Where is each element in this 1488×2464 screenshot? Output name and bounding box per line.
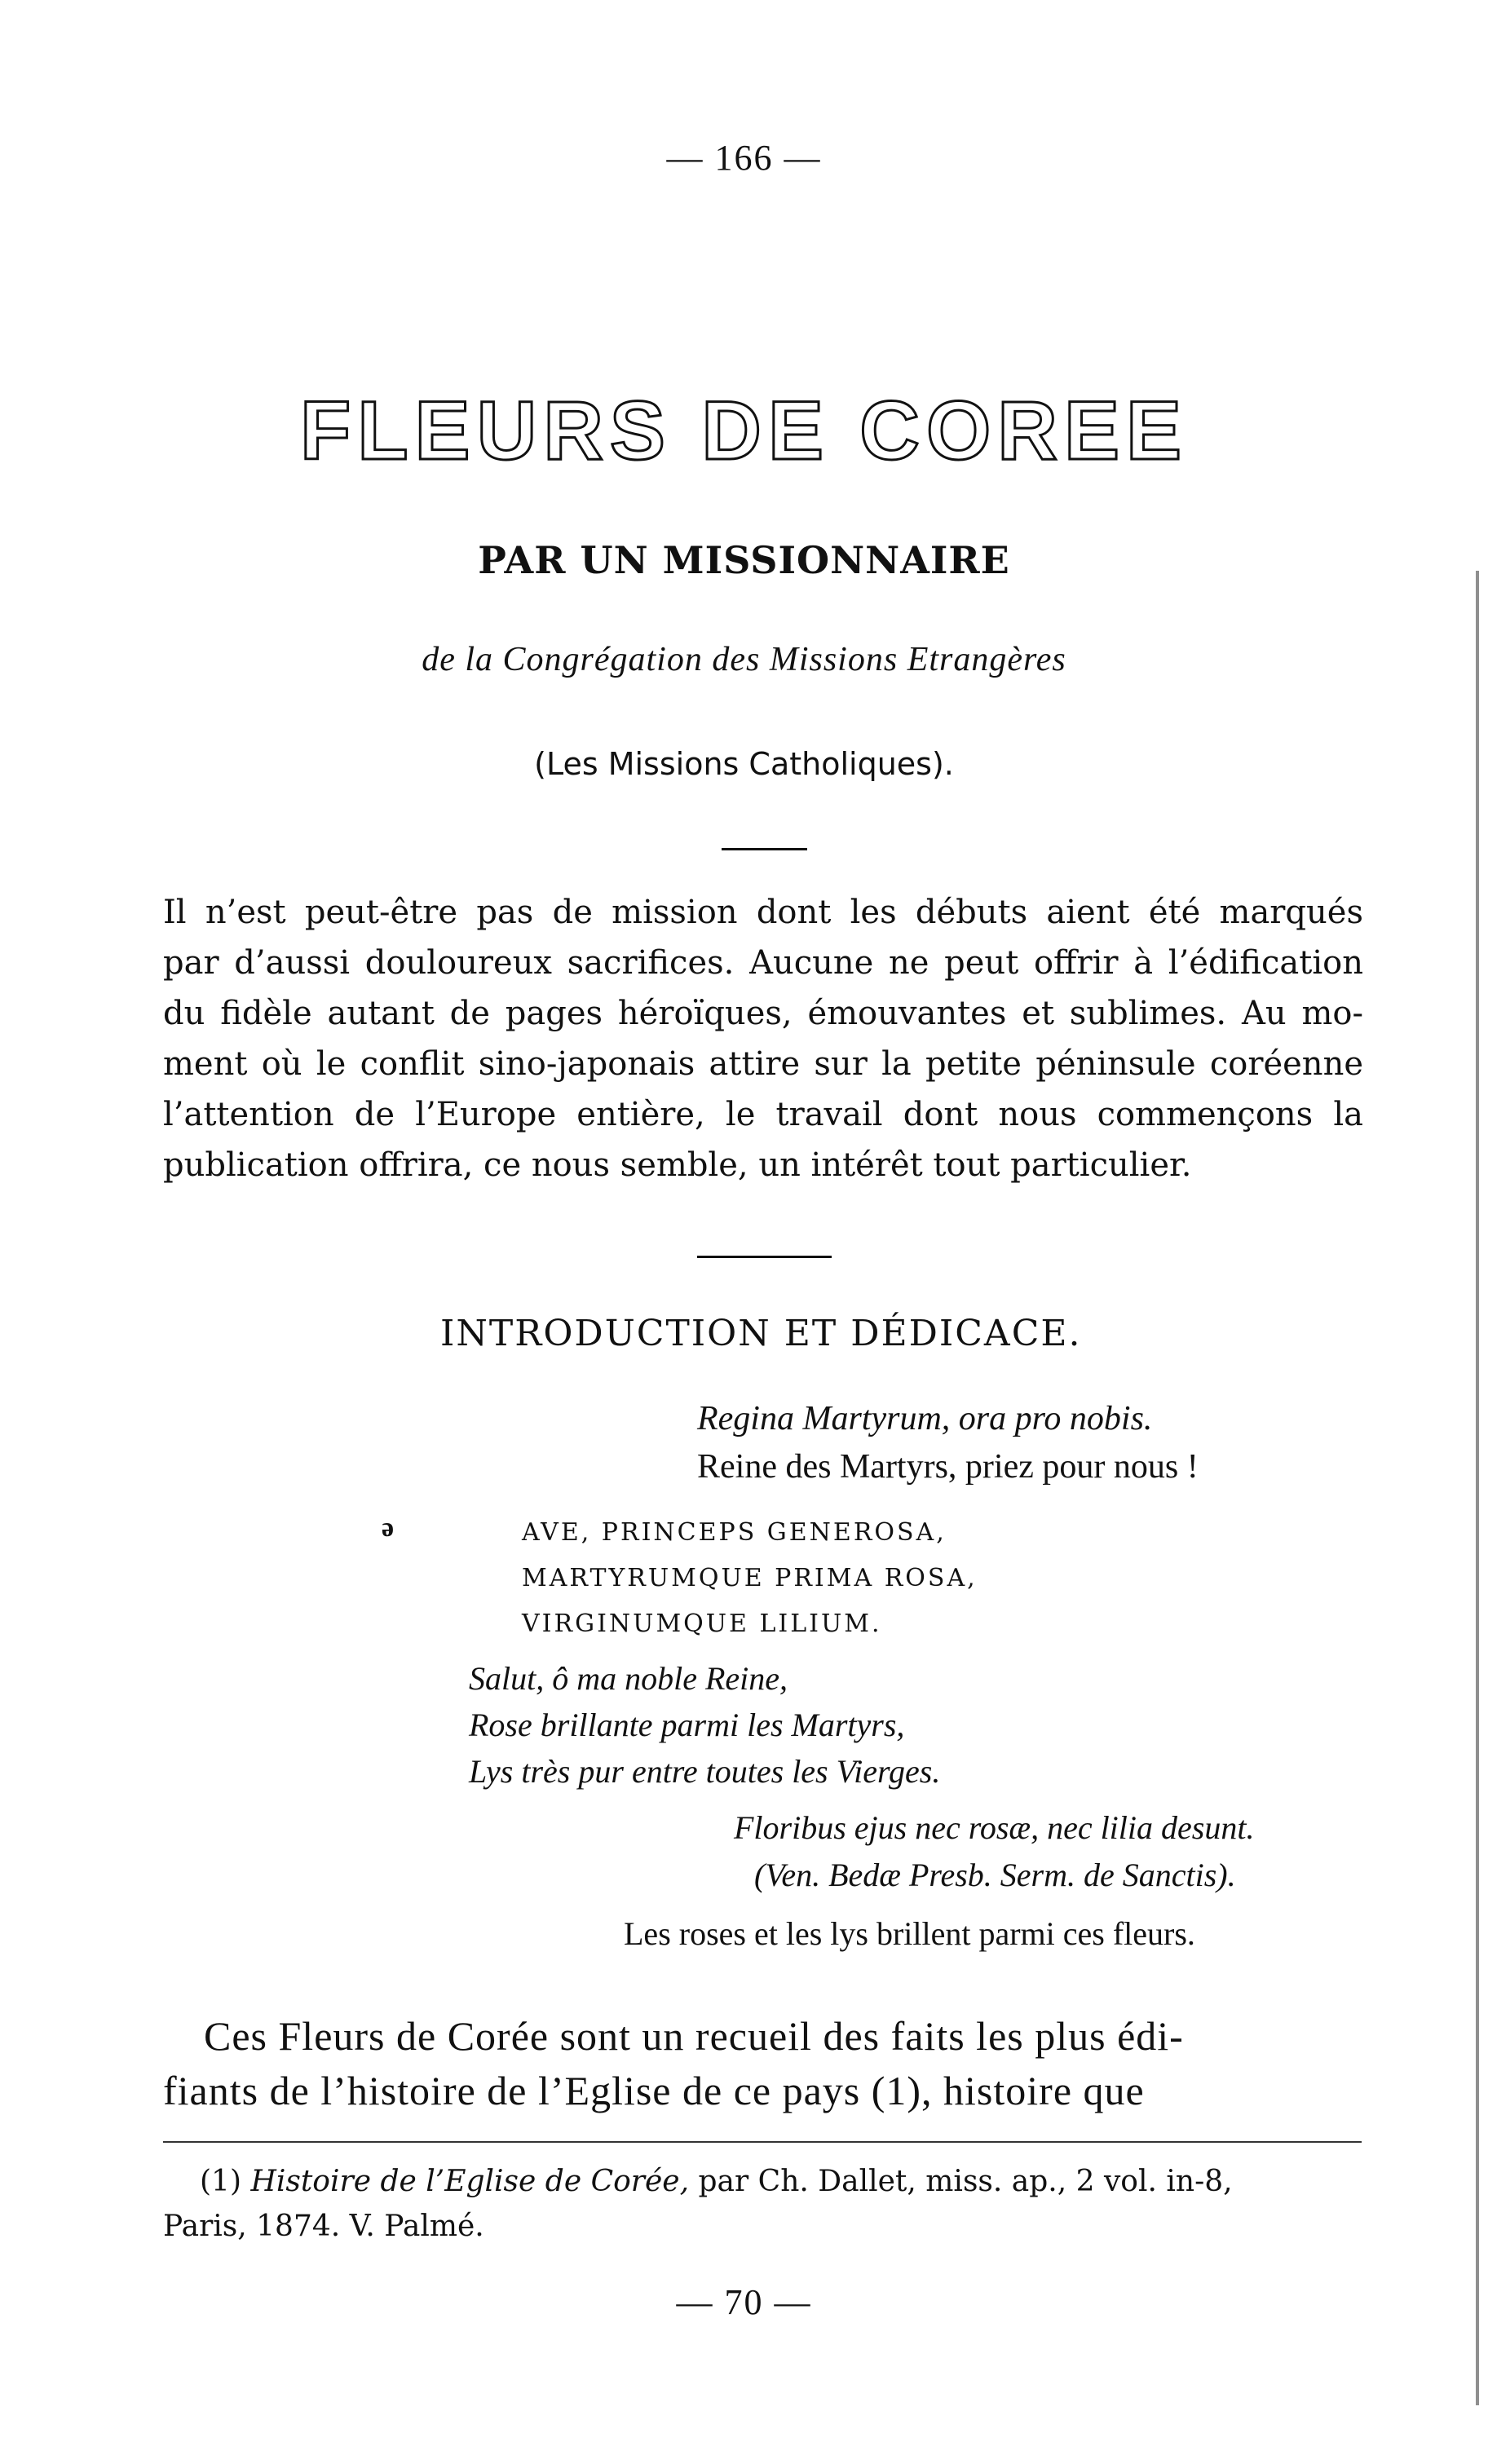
main-title: FLEURS DE COREE xyxy=(299,384,1189,477)
page-edge-shadow xyxy=(1476,571,1479,2405)
page-number-header: — 166 — xyxy=(666,138,822,178)
footnote-details: par Ch. Dallet, miss. ap., 2 vol. in-8, xyxy=(698,2165,1233,2198)
latin-hymn-line: AVE, PRINCEPS GENEROSA, xyxy=(522,1518,947,1547)
byline: PAR UN MISSIONNAIRE xyxy=(478,538,1010,582)
marginal-mark: ə xyxy=(382,1512,395,1543)
footnote-work-title: Histoire de l’Eglise de Corée, xyxy=(250,2165,690,2198)
quote-latin: Floribus ejus nec rosæ, nec lilia desunt. xyxy=(734,1809,1255,1846)
intro-line: Ces Fleurs de Corée sont un recueil des faits les plus édi- xyxy=(204,2013,1184,2059)
page-number-footer: — 70 — xyxy=(676,2282,812,2322)
preface-line: ment où le conflit sino-japonais attire sur la petite péninsule coréenne xyxy=(163,1045,1363,1083)
footnote-rule xyxy=(163,2141,1362,2143)
preface-line: publication offrira, ce nous semble, un intérêt tout particulier. xyxy=(163,1146,1192,1184)
footnote-line xyxy=(200,2165,1233,2198)
french-hymn-line: Salut, ô ma noble Reine, xyxy=(469,1660,788,1697)
latin-hymn-line: MARTYRUMQUE PRIMA ROSA, xyxy=(522,1564,978,1592)
divider-rule xyxy=(697,1256,832,1258)
quote-french: Les roses et les lys brillent parmi ces fleurs. xyxy=(624,1915,1195,1952)
section-title: INTRODUCTION ET DÉDICACE. xyxy=(440,1313,1082,1354)
divider-rule xyxy=(722,848,807,850)
preface-line: du fidèle autant de pages héroïques, émouvantes et sublimes. Au mo- xyxy=(163,995,1363,1032)
intro-line: fiants de l’histoire de l’Eglise de ce pays (1), histoire que xyxy=(163,2068,1145,2113)
french-hymn-line: Rose brillante parmi les Martyrs, xyxy=(469,1707,905,1743)
french-hymn-line: Lys très pur entre toutes les Vierges. xyxy=(469,1753,941,1790)
preface-line: Il n’est peut-être pas de mission dont les débuts aient été marqués xyxy=(163,894,1363,931)
source-note: (Les Missions Catholiques). xyxy=(534,746,954,782)
preface-line: par d’aussi douloureux sacrifices. Aucune ne peut offrir à l’édification xyxy=(163,944,1363,982)
footnote-line-2: Paris, 1874. V. Palmé. xyxy=(163,2210,484,2243)
congregation-subtitle: de la Congrégation des Missions Etrangères xyxy=(422,641,1066,678)
preface-paragraph xyxy=(163,887,1363,1190)
preface-line: l’attention de l’Europe entière, le travail dont nous commençons la xyxy=(163,1096,1363,1133)
invocation-french: Reine des Martyrs, priez pour nous ! xyxy=(697,1448,1199,1486)
quote-attribution: (Ven. Bedæ Presb. Serm. de Sanctis). xyxy=(754,1857,1236,1893)
footnote-marker: (1) xyxy=(200,2165,241,2198)
invocation-latin: Regina Martyrum, ora pro nobis. xyxy=(697,1400,1153,1437)
latin-hymn-line: VIRGINUMQUE LILIUM. xyxy=(522,1610,882,1638)
